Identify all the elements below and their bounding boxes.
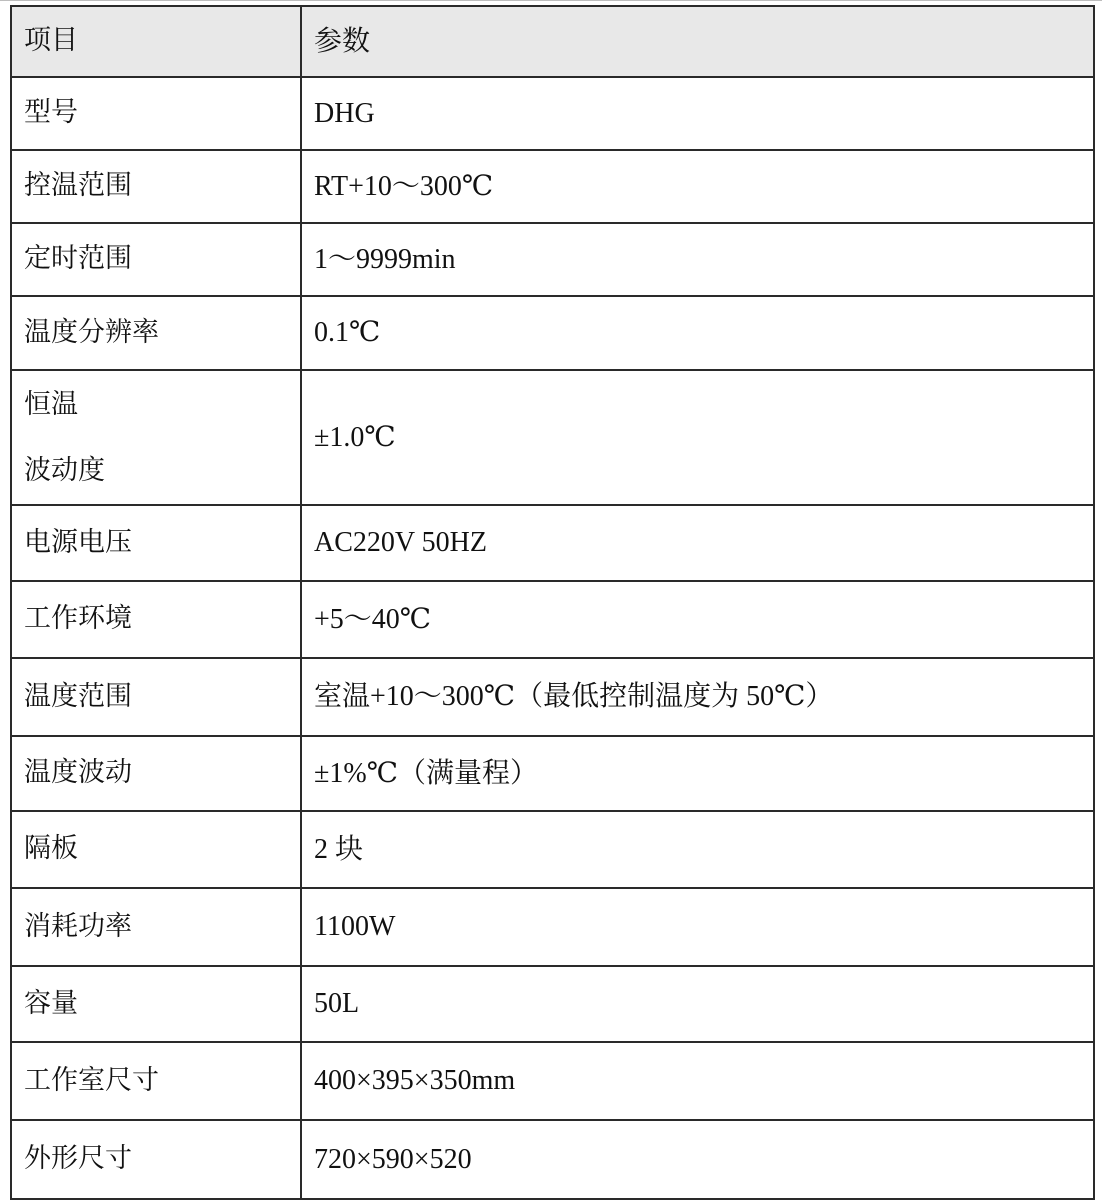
item-cell: 隔板 bbox=[11, 811, 301, 888]
param-cell: 0.1℃ bbox=[301, 296, 1094, 370]
item-cell: 控温范围 bbox=[11, 150, 301, 223]
item-cell: 工作室尺寸 bbox=[11, 1042, 301, 1120]
param-cell: 50L bbox=[301, 966, 1094, 1042]
item-cell bbox=[11, 370, 301, 505]
top-border-line bbox=[0, 0, 1102, 1]
param-cell: ±1.0℃ bbox=[301, 370, 1094, 505]
item-cell: 电源电压 bbox=[11, 505, 301, 581]
table-row bbox=[11, 581, 1094, 658]
param-cell: ±1%℃（满量程） bbox=[301, 736, 1094, 811]
table-row bbox=[11, 888, 1094, 966]
item-line: 恒温 bbox=[24, 388, 78, 420]
item-cell: 温度范围 bbox=[11, 658, 301, 736]
table-row bbox=[11, 77, 1094, 150]
item-cell: 温度波动 bbox=[11, 736, 301, 811]
item-cell: 工作环境 bbox=[11, 581, 301, 658]
table-row bbox=[11, 658, 1094, 736]
header-item-cell: 项目 bbox=[11, 6, 301, 77]
param-cell: 1～9999min bbox=[301, 223, 1094, 296]
param-cell: AC220V 50HZ bbox=[301, 505, 1094, 581]
table-row bbox=[11, 370, 1094, 505]
param-cell: 400×395×350mm bbox=[301, 1042, 1094, 1120]
table-row bbox=[11, 505, 1094, 581]
item-line: 波动度 bbox=[24, 454, 105, 486]
table-header-row bbox=[11, 6, 1094, 77]
spec-table bbox=[10, 5, 1095, 1200]
table-row bbox=[11, 966, 1094, 1042]
table-row bbox=[11, 1120, 1094, 1199]
table-row bbox=[11, 811, 1094, 888]
param-cell: 2 块 bbox=[301, 811, 1094, 888]
table-row bbox=[11, 150, 1094, 223]
param-cell: 室温+10～300℃（最低控制温度为 50℃） bbox=[301, 658, 1094, 736]
item-cell: 容量 bbox=[11, 966, 301, 1042]
table-row bbox=[11, 1042, 1094, 1120]
item-cell: 消耗功率 bbox=[11, 888, 301, 966]
item-cell: 外形尺寸 bbox=[11, 1120, 301, 1199]
header-param-cell: 参数 bbox=[301, 6, 1094, 77]
item-cell: 定时范围 bbox=[11, 223, 301, 296]
param-cell: 720×590×520 bbox=[301, 1120, 1094, 1199]
param-cell: 1100W bbox=[301, 888, 1094, 966]
item-cell: 型号 bbox=[11, 77, 301, 150]
table-row bbox=[11, 736, 1094, 811]
param-cell: DHG bbox=[301, 77, 1094, 150]
table-row bbox=[11, 296, 1094, 370]
param-cell: RT+10～300℃ bbox=[301, 150, 1094, 223]
item-cell: 温度分辨率 bbox=[11, 296, 301, 370]
table-row bbox=[11, 223, 1094, 296]
param-cell: +5～40℃ bbox=[301, 581, 1094, 658]
